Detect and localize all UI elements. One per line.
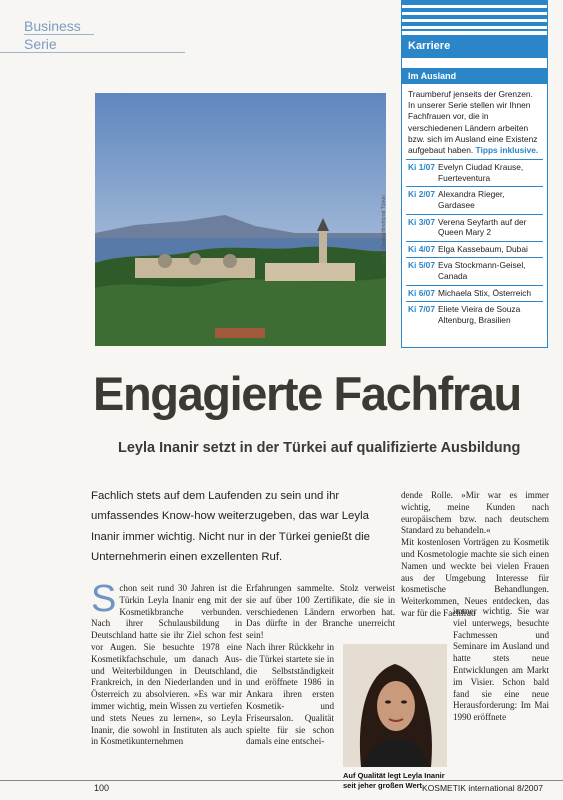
entry-issue: Ki 7/07 bbox=[408, 304, 436, 315]
page-footer bbox=[0, 780, 563, 800]
column-2-para-2: Nach ihrer Rückkehr in die Türkei startete sie in die Selbstständigkeit und eröffnete 1986 in Ankara ihren ersten Kosmetik- und Friseursalon. Qualität spielte für sie schon damals eine entschei- bbox=[246, 641, 334, 747]
photo-credit: Foto: Generaldirektorat Türkei bbox=[381, 195, 387, 262]
article-column-3 bbox=[401, 490, 549, 620]
sidebar-entry bbox=[406, 257, 543, 284]
sidebar-entries bbox=[402, 159, 547, 328]
sidebar-intro bbox=[402, 84, 547, 159]
sidebar-intro-text: Traumberuf jenseits der Grenzen. In unserer Serie stellen wir Ihnen Fachfrauen vor, die in verschiedenen Ländern arbeiten bzw. sich im Ausland eine Existenz aufgebaut haben. bbox=[408, 89, 538, 156]
drop-cap: S bbox=[91, 578, 117, 620]
article-column-1 bbox=[91, 578, 242, 748]
sidebar-entry bbox=[406, 241, 543, 258]
article-lead: Fachlich stets auf dem Laufenden zu sein und ihr umfassendes Know-how weiterzugeben, das war Leyla Inanir immer wichtig. Nicht nur in der Türkei genießt die Unternehmerin einen exzellenten Ruf. bbox=[91, 490, 370, 564]
entry-text: Eva Stockmann-Geisel, Canada bbox=[438, 260, 526, 281]
entry-text: Evelyn Ciudad Krause, Fuerteventura bbox=[438, 162, 524, 183]
footer-rule bbox=[0, 780, 563, 781]
article-subheadline: Leyla Inanir setzt in der Türkei auf qualifizierte Ausbildung bbox=[118, 440, 521, 456]
entry-issue: Ki 4/07 bbox=[408, 243, 436, 254]
article-headline: Engagierte Fachfrau bbox=[93, 367, 521, 420]
series-line-serie: Serie bbox=[24, 34, 94, 52]
leyla-inanir-portrait bbox=[343, 644, 447, 767]
entry-issue: Ki 1/07 bbox=[408, 162, 436, 173]
article-column-3-continued: immer wichtig. Sie war viel unterwegs, besuchte Fachmessen und Seminare im Ausland und hatte stets neue Entwicklungen am Markt im Visier. Schon bald fand sie eine neue Herausforderung: Im Mai 1990 eröffnete bbox=[453, 606, 549, 723]
entry-issue: Ki 3/07 bbox=[408, 216, 436, 227]
column-2-para-1: Erfahrungen sammelte. Stolz verweist sie auf über 100 Zertifikate, die sie in verschiedenen Ländern erworben hat. Das dürfte in der Branche unerreicht sein! bbox=[246, 583, 395, 641]
entry-text: Eliete Vieira de Souza Altenburg, Brasilien bbox=[438, 304, 521, 325]
series-label bbox=[24, 18, 194, 52]
entry-issue: Ki 6/07 bbox=[408, 287, 436, 298]
column-3-para-1: dende Rolle. »Mir war es immer wichtig, meine Kunden nach europäischem bzw. nach deutschem Standard zu behandeln.« bbox=[401, 490, 549, 536]
entry-issue: Ki 2/07 bbox=[408, 189, 436, 200]
sidebar-stripes bbox=[402, 1, 547, 31]
career-sidebar bbox=[401, 0, 548, 348]
column-1-text: chon seit rund 30 Jahren ist die Türkin Leyla Inanir eng mit der Kosmetikbranche verbunden. Nach ihrer Schulausbildung in Deutschland hatte sie ihr Ziel schon fest vor Augen. Sie besuchte 1978 eine Kosmetikfachschule, um danach Aus- und Weiterbildungen in Deutschland, Frankreich, in den Niederlanden und in Österreich zu absolvieren. »Es war mir immer wichtig, mein Wissen zu vertiefen und stets Neues zu lernen«, so Leyla Inanir, die sowohl in Instituten als auch in Kosmetikunternehmen bbox=[91, 583, 242, 747]
sidebar-entry bbox=[406, 186, 543, 213]
column-3-para-2: Mit kostenlosen Vorträgen zu Kosmetik und Kosmetologie machte sie sich einen Namen und weckte bei vielen Frauen aus der Umgebung Interesse für kosmetische Behandlungen. Weiterkommen, Neues entdecken, das war für die Fachfrau bbox=[401, 537, 549, 618]
sidebar-title: Karriere bbox=[402, 35, 547, 58]
entry-issue: Ki 5/07 bbox=[408, 260, 436, 271]
series-rule bbox=[0, 52, 185, 53]
sidebar-entry bbox=[406, 301, 543, 328]
magazine-issue: KOSMETIK international 8/2007 bbox=[422, 783, 543, 793]
page-number: 100 bbox=[94, 783, 110, 793]
series-line-business: Business bbox=[24, 18, 81, 34]
portrait-caption: Auf Qualität legt Leyla Inanir seit jeher großen Wert bbox=[343, 771, 445, 790]
sidebar-entry bbox=[406, 159, 543, 186]
sidebar-intro-link: Tipps inklusive. bbox=[475, 145, 539, 156]
sidebar-entry bbox=[406, 285, 543, 302]
entry-text: Michaela Stix, Österreich bbox=[438, 287, 532, 298]
istanbul-photo bbox=[95, 93, 386, 346]
entry-text: Elga Kassebaum, Dubai bbox=[438, 243, 528, 254]
sidebar-subtitle: Im Ausland bbox=[402, 68, 547, 84]
entry-text: Verena Seyfarth auf der Queen Mary 2 bbox=[438, 216, 527, 238]
sidebar-entry bbox=[406, 214, 543, 241]
entry-text: Alexandra Rieger, Gardasee bbox=[438, 189, 505, 210]
